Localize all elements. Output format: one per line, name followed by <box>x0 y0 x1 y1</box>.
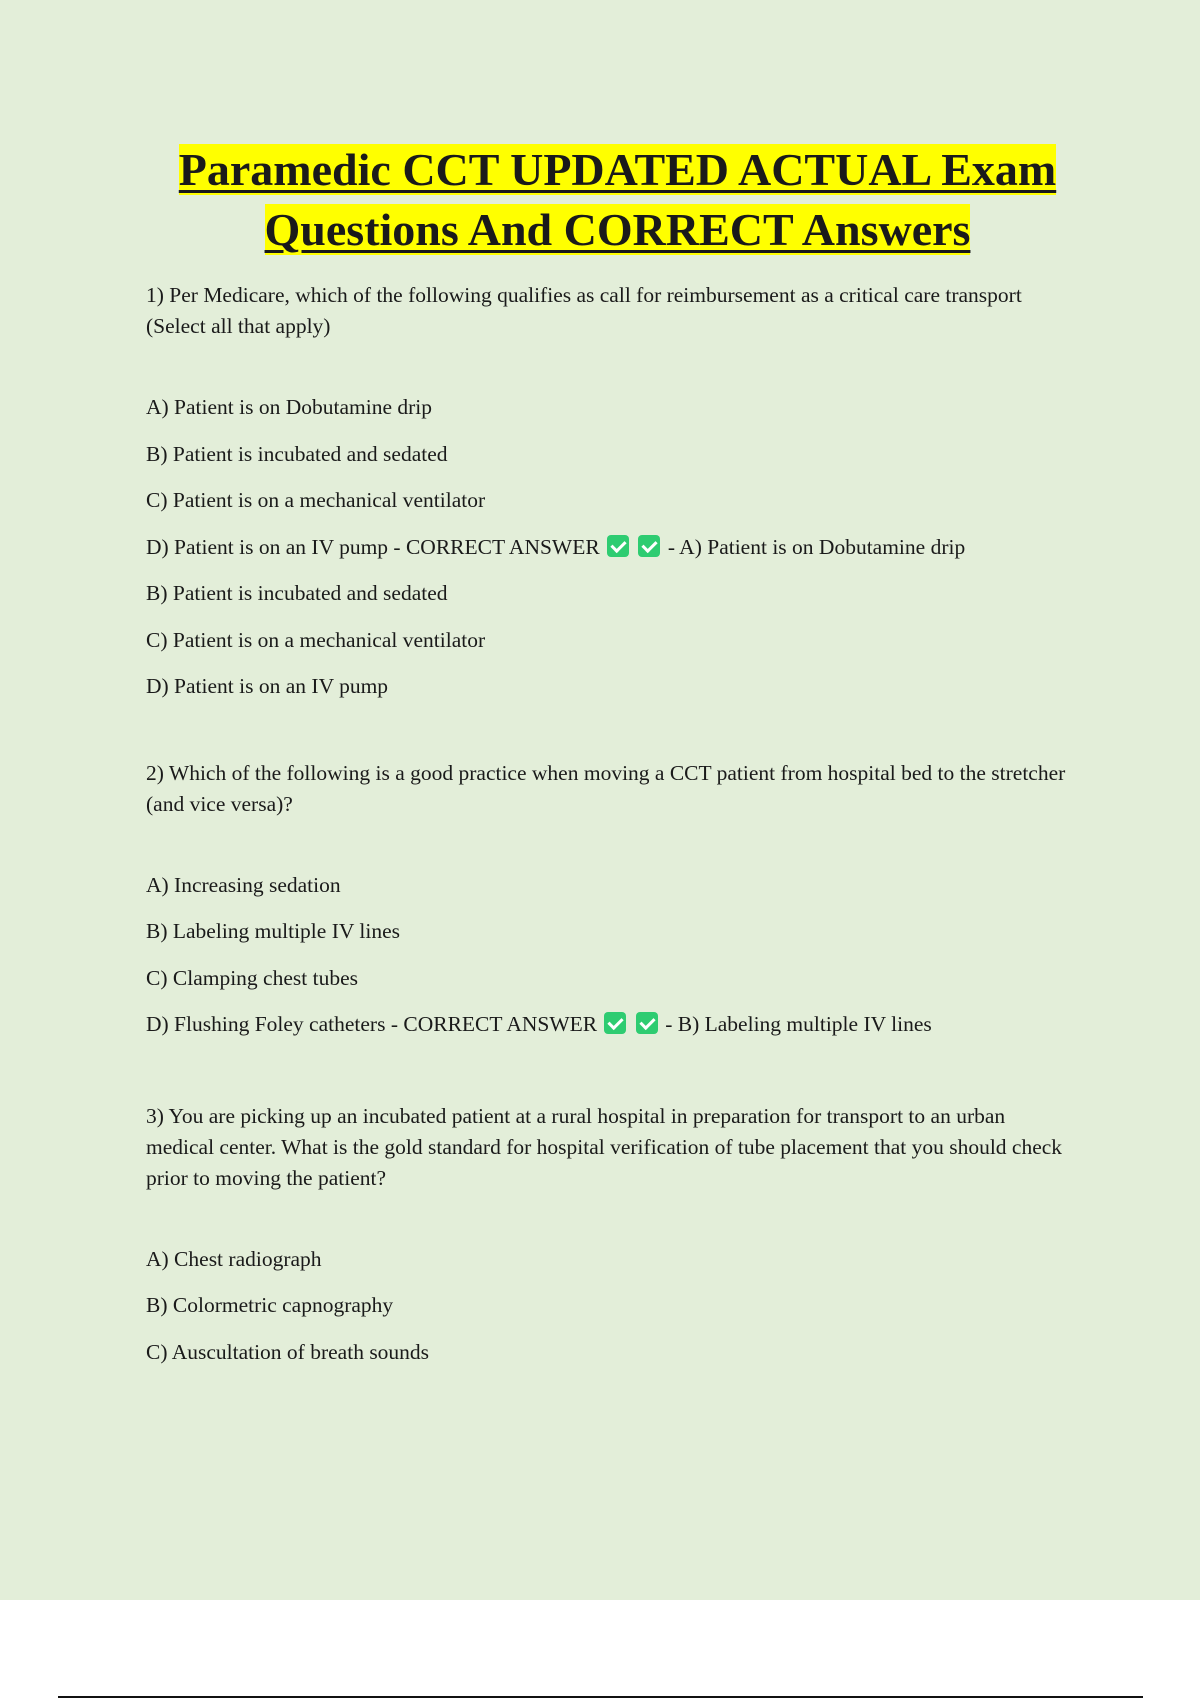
option-item: A) Chest radiograph <box>146 1246 322 1271</box>
option-item: B) Patient is incubated and sedated <box>146 441 448 466</box>
option-item: C) Patient is on a mechanical ventilator <box>146 627 486 652</box>
check-mark-icon <box>607 535 629 557</box>
answer-tail-text: - B) Labeling multiple IV lines <box>665 1012 932 1036</box>
question-text: 2) Which of the following is a good practice when moving a CCT patient from hospital bed to the stretcher (and vice versa)? <box>146 760 1066 816</box>
answer-tail-text: - A) Patient is on Dobutamine drip <box>667 534 966 559</box>
option-item: B) Labeling multiple IV lines <box>146 919 400 943</box>
answer-options <box>146 392 1066 718</box>
option-item: C) Auscultation of breath sounds <box>146 1339 430 1364</box>
check-mark-icon <box>604 1012 626 1034</box>
option-item: C) Patient is on a mechanical ventilator <box>146 488 486 512</box>
option-item: B) Colormetric capnography <box>146 1293 394 1317</box>
option-item: D) Patient is on an IV pump <box>146 674 389 698</box>
option-item: C) Clamping chest tubes <box>146 965 358 990</box>
document-title <box>90 140 1145 260</box>
check-mark-icon <box>638 535 660 557</box>
title-line-1: Paramedic CCT UPDATED ACTUAL Exam <box>178 144 1057 195</box>
option-item: A) Patient is on Dobutamine drip <box>146 395 433 419</box>
answer-option-text: D) Patient is on an IV pump - CORRECT ANSWER <box>146 534 600 559</box>
question-text: 3) You are picking up an incubated patient at a rural hospital in preparation for transport to an urban medical center. What is the gold standard for hospital verification of tube placement that you should check prior to moving the patient? <box>146 1103 1063 1190</box>
footer-divider <box>58 1696 1143 1698</box>
correct-answer-line <box>146 1009 1066 1056</box>
check-mark-icon <box>636 1012 658 1034</box>
answer-options <box>146 870 1066 1056</box>
question-list <box>146 280 1066 1383</box>
correct-answer-line <box>146 532 1066 579</box>
question-text: 1) Per Medicare, which of the following qualifies as call for reimbursement as a critical care transport (Select all that apply) <box>146 283 1022 338</box>
question-block-3 <box>146 1101 1066 1384</box>
question-block-2 <box>146 758 1066 1056</box>
answer-option-text: D) Flushing Foley catheters - CORRECT ANSWER <box>146 1012 598 1036</box>
title-line-2: Questions And CORRECT Answers <box>264 204 971 255</box>
option-item: A) Increasing sedation <box>146 872 341 897</box>
option-item: B) Patient is incubated and sedated <box>146 581 448 605</box>
answer-options <box>146 1244 1066 1384</box>
question-block-1 <box>146 280 1066 718</box>
